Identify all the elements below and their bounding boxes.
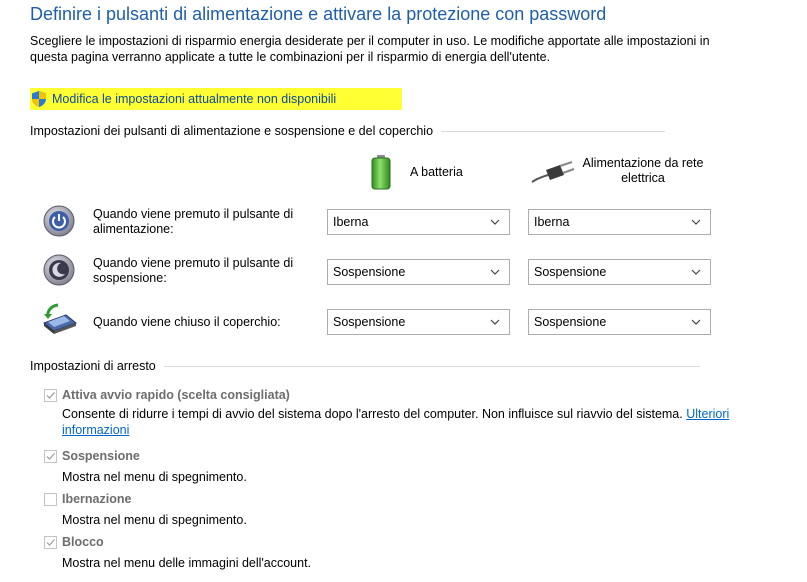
chevron-down-icon xyxy=(691,217,701,227)
fast-startup-checkbox[interactable] xyxy=(44,389,57,402)
sleep-button-icon xyxy=(43,254,75,286)
select-value: Sospensione xyxy=(333,265,406,279)
select-value: Iberna xyxy=(333,215,369,229)
power-button-battery-select[interactable] xyxy=(327,209,510,235)
hibernate-checkbox-row[interactable] xyxy=(44,492,131,506)
more-info-link[interactable]: Ulteriori informazioni xyxy=(62,407,730,437)
chevron-down-icon xyxy=(490,267,500,277)
lock-option-label: Blocco xyxy=(62,535,104,549)
buttons-section-header xyxy=(30,124,665,138)
lid-close-battery-select[interactable] xyxy=(327,309,510,335)
lock-option-description: Mostra nel menu delle immagini dell'account. xyxy=(62,556,312,570)
plugged-column-label: Alimentazione da rete elettrica xyxy=(582,156,704,185)
section-divider xyxy=(164,366,700,367)
laptop-lid-icon xyxy=(40,303,80,335)
lock-checkbox-row[interactable] xyxy=(44,535,104,549)
shutdown-section-header xyxy=(30,359,700,373)
fast-startup-description-text: Consente di ridurre i tempi di avvio del sistema dopo l'arresto del computer. Non influisce sul riavvio del sistema. xyxy=(62,407,683,421)
lid-close-plugged-select[interactable] xyxy=(528,309,711,335)
page-description: Scegliere le impostazioni di risparmio energia desiderate per il computer in uso. Le modifiche apportate alle impostazioni in questa pagina verranno applicate a tutte le combinazioni per il risparmio di energia dell'utente. xyxy=(30,34,710,64)
sleep-checkbox-row[interactable] xyxy=(44,449,140,463)
sleep-checkbox[interactable] xyxy=(44,450,57,463)
checkmark-icon xyxy=(45,537,56,548)
fast-startup-description xyxy=(62,406,732,438)
select-value: Iberna xyxy=(534,215,570,229)
column-header-battery xyxy=(370,154,463,190)
power-button-label: Quando viene premuto il pulsante di alimentazione: xyxy=(93,207,294,236)
hibernate-checkbox[interactable] xyxy=(44,493,57,506)
shutdown-section-title: Impostazioni di arresto xyxy=(30,359,156,373)
buttons-section-title: Impostazioni dei pulsanti di alimentazione e sospensione e del coperchio xyxy=(30,124,434,138)
power-button-plugged-select[interactable] xyxy=(528,209,711,235)
battery-icon xyxy=(370,154,392,190)
sleep-option-label: Sospensione xyxy=(62,449,140,463)
power-plug-icon xyxy=(530,156,576,186)
uac-link-text[interactable]: Modifica le impostazioni attualmente non disponibili xyxy=(52,92,337,106)
chevron-down-icon xyxy=(490,317,500,327)
fast-startup-label: Attiva avvio rapido (scelta consigliata) xyxy=(62,388,290,402)
sleep-button-battery-select[interactable] xyxy=(327,259,510,285)
lock-checkbox[interactable] xyxy=(44,536,57,549)
battery-column-label: A batteria xyxy=(410,165,463,179)
hibernate-option-label: Ibernazione xyxy=(62,492,132,506)
uac-change-settings-link[interactable] xyxy=(30,88,402,110)
uac-shield-icon xyxy=(30,90,48,108)
sleep-button-plugged-select[interactable] xyxy=(528,259,711,285)
power-button-icon xyxy=(43,205,75,237)
column-header-plugged xyxy=(530,156,708,186)
sleep-button-label: Quando viene premuto il pulsante di sospensione: xyxy=(93,256,294,285)
lid-close-label: Quando viene chiuso il coperchio: xyxy=(93,315,281,329)
section-divider xyxy=(441,131,665,132)
fast-startup-checkbox-row[interactable] xyxy=(44,388,290,402)
chevron-down-icon xyxy=(691,267,701,277)
page-title: Definire i pulsanti di alimentazione e attivare la protezione con password xyxy=(30,4,607,24)
hibernate-option-description: Mostra nel menu di spegnimento. xyxy=(62,513,247,527)
select-value: Sospensione xyxy=(534,265,607,279)
checkmark-icon xyxy=(45,451,56,462)
chevron-down-icon xyxy=(490,217,500,227)
checkmark-icon xyxy=(45,390,56,401)
select-value: Sospensione xyxy=(534,315,607,329)
select-value: Sospensione xyxy=(333,315,406,329)
chevron-down-icon xyxy=(691,317,701,327)
sleep-option-description: Mostra nel menu di spegnimento. xyxy=(62,470,247,484)
